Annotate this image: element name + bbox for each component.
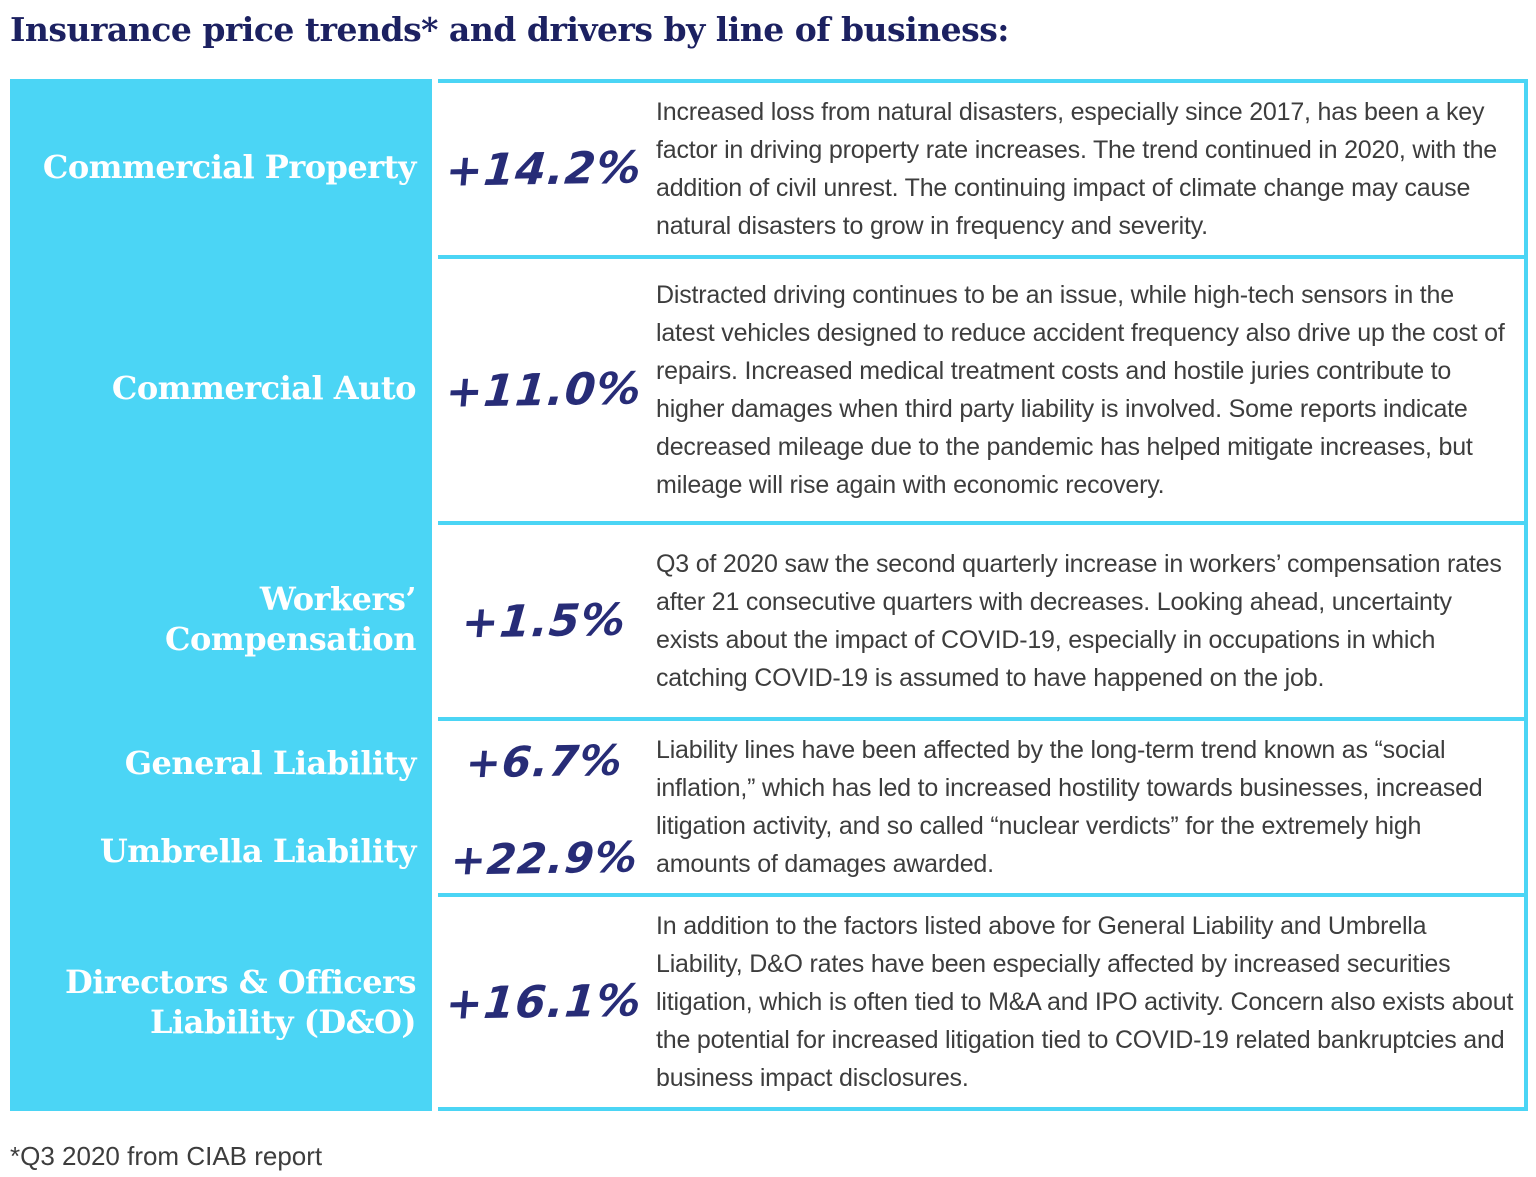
rate-change-value: +6.7%	[463, 735, 625, 788]
line-of-business-cell	[10, 79, 432, 255]
driver-description-cell	[650, 721, 1524, 893]
line-of-business-cell	[10, 521, 432, 717]
table-row-commercial-auto	[10, 255, 1528, 521]
row-detail-panel	[438, 521, 1528, 717]
driver-description-cell	[650, 897, 1524, 1107]
rate-change-cell	[438, 525, 650, 717]
driver-description: Q3 of 2020 saw the second quarterly increase in workers’ compensation rates after 21 consecutive quarters with decreases. Looking ahead, uncertainty exists about the impact of COVID-19, especially in occupations in which catching COVID-19 is assumed to have happened on the job.	[656, 550, 1502, 692]
footnote: *Q3 2020 from CIAB report	[10, 1141, 323, 1171]
row-detail-panel	[438, 717, 1528, 893]
line-of-business-label: Commercial Property	[42, 148, 416, 186]
driver-description-cell	[650, 259, 1524, 521]
line-of-business-cell	[10, 717, 432, 893]
line-of-business-label: Workers’ Compensation	[165, 580, 416, 658]
driver-description-cell	[650, 83, 1524, 255]
rate-change-value: +14.2%	[443, 141, 645, 197]
driver-description: Increased loss from natural disasters, especially since 2017, has been a key factor in driving property rate increases. The trend continued in 2020, with the addition of civil unrest. The continuing impact of climate change may cause natural disasters to grow in frequency and severity.	[656, 98, 1497, 240]
rate-change-value: +11.0%	[443, 362, 645, 418]
rate-change-cell	[438, 259, 650, 521]
line-of-business-label: Directors & Officers Liability (D&O)	[64, 963, 416, 1041]
driver-description-cell	[650, 525, 1524, 717]
line-of-business-label: General Liability	[124, 744, 416, 782]
table-row-commercial-property	[10, 79, 1528, 255]
rate-change-value: +1.5%	[459, 594, 629, 648]
table-row-liability-lines	[10, 717, 1528, 893]
driver-description: Distracted driving continues to be an issue, while high-tech sensors in the latest vehicles designed to reduce accident frequency also drive up the cost of repairs. Increased medical treatment costs and hostile juries contribute to higher damages when third party liability is involved. Some reports indicate decreased mileage due to the pandemic has helped mitigate increases, but mileage will rise again with economic recovery.	[656, 281, 1505, 499]
driver-description: In addition to the factors listed above for General Liability and Umbrella Liability, D&O rates have been especially affected by increased securities litigation, which is often tied to M&A and IPO activity. Concern also exists about the potential for increased litigation tied to COVID-19 related bankruptcies and business impact disclosures.	[656, 912, 1514, 1092]
line-of-business-cell	[10, 893, 432, 1111]
line-of-business-label: Umbrella Liability	[99, 832, 416, 870]
rate-change-value: +22.9%	[448, 832, 640, 885]
table-row-directors-officers	[10, 893, 1528, 1111]
rate-change-cell	[438, 897, 650, 1107]
insurance-trends-table	[10, 79, 1528, 1111]
row-detail-panel	[438, 79, 1528, 255]
page-title: Insurance price trends* and drivers by line of business:	[10, 10, 1009, 49]
line-of-business-cell	[10, 255, 432, 521]
line-of-business-label: Commercial Auto	[111, 369, 416, 407]
row-detail-panel	[438, 893, 1528, 1111]
row-detail-panel	[438, 255, 1528, 521]
rate-change-cell	[438, 83, 650, 255]
rate-change-value: +16.1%	[443, 974, 645, 1030]
table-row-workers-compensation	[10, 521, 1528, 717]
rate-change-cell	[438, 721, 650, 893]
driver-description: Liability lines have been affected by the long-term trend known as “social inflation,” which has led to increased hostility towards businesses, increased litigation activity, and so called “nuclear verdicts” for the extremely high amounts of damages awarded.	[656, 736, 1483, 878]
